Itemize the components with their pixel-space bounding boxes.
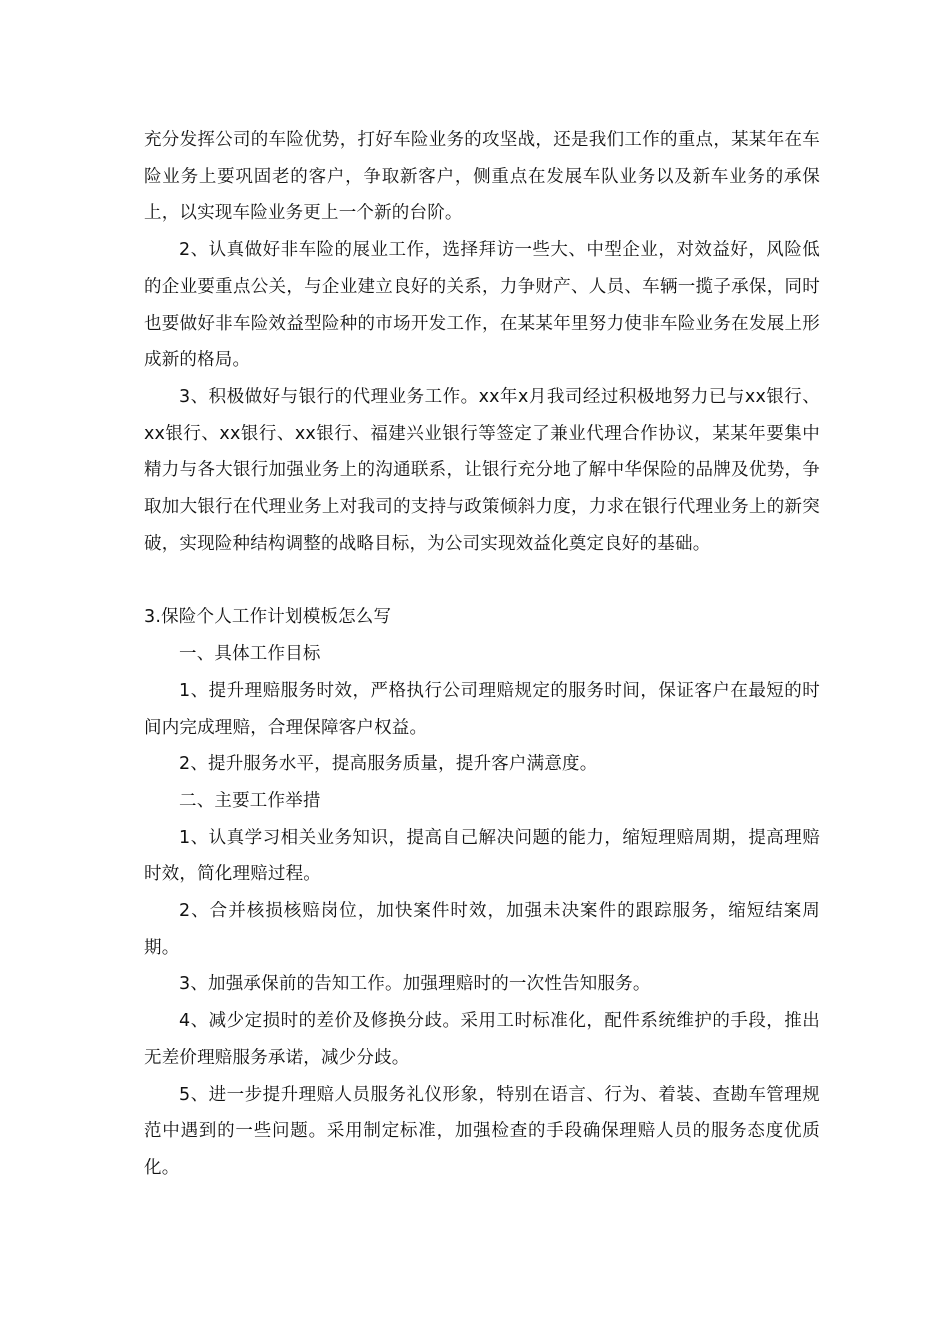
section-heading: 3.保险个人工作计划模板怎么写: [144, 607, 392, 628]
paragraph-measure-5: 5、进一步提升理赔人员服务礼仪形象，特别在语言、行为、着装、查勘车管理规范中遇到的一些问题。采用制定标准，加强检查的手段确保理赔人员的服务态度优质化。: [144, 1084, 820, 1178]
subheading-work-measures: 二、主要工作举措: [179, 790, 321, 811]
subheading-work-goals: 一、具体工作目标: [179, 644, 321, 665]
paragraph-measure-4: 4、减少定损时的差价及修换分歧。采用工时标准化，配件系统维护的手段，推出无差价理赔服务承诺，减少分歧。: [144, 1011, 820, 1068]
paragraph-measure-1: 1、认真学习相关业务知识，提高自己解决问题的能力，缩短理赔周期，提高理赔时效，简化理赔过程。: [144, 827, 820, 885]
paragraph-non-car-insurance: 2、认真做好非车险的展业工作，选择拜访一些大、中型企业，对效益好，风险低的企业要重点公关，与企业建立良好的关系，力争财产、人员、车辆一揽子承保，同时也要做好非车险效益型险种的市场开发工作，在某某年里努力使非车险业务在发展上形成新的格局。: [144, 240, 820, 371]
document-body: [144, 122, 820, 1187]
paragraph-measure-2: 2、合并核损核赔岗位，加快案件时效，加强未决案件的跟踪服务，缩短结案周期。: [144, 901, 820, 958]
paragraph-car-insurance: 充分发挥公司的车险优势，打好车险业务的攻坚战，还是我们工作的重点，某某年在车险业务上要巩固老的客户，争取新客户，侧重点在发展车队业务以及新车业务的承保上，以实现车险业务更上一个新的台阶。: [144, 130, 820, 224]
paragraph-goal-1: 1、提升理赔服务时效，严格执行公司理赔规定的服务时间，保证客户在最短的时间内完成理赔，合理保障客户权益。: [144, 680, 820, 738]
paragraph-bank-agency: 3、积极做好与银行的代理业务工作。xx年x月我司经过积极地努力已与xx银行、xx银行、xx银行、xx银行、福建兴业银行等签定了兼业代理合作协议，某某年要集中精力与各大银行加强业务上的沟通联系，让银行充分地了解中华保险的品牌及优势，争取加大银行在代理业务上对我司的支持与政策倾斜力度，力求在银行代理业务上的新突破，实现险种结构调整的战略目标，为公司实现效益化奠定良好的基础。: [144, 386, 820, 554]
paragraph-measure-3: 3、加强承保前的告知工作。加强理赔时的一次性告知服务。: [179, 974, 651, 995]
paragraph-goal-2: 2、提升服务水平，提高服务质量，提升客户满意度。: [179, 754, 598, 775]
